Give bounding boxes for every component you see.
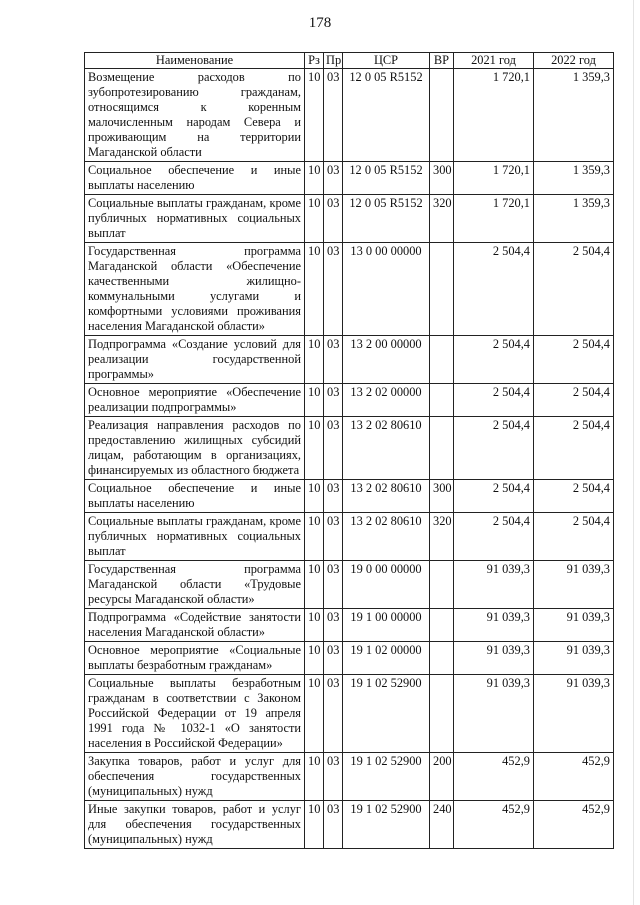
table-row (85, 336, 614, 384)
row-amount-2022: 2 504,4 (534, 417, 614, 480)
row-name: Государственная программа Магаданской области «Трудовые ресурсы Магаданской области» (85, 561, 305, 609)
row-amount-2021: 91 039,3 (454, 675, 534, 753)
row-amount-2021: 2 504,4 (454, 384, 534, 417)
row-csr: 12 0 05 R5152 (343, 195, 430, 243)
row-amount-2021: 91 039,3 (454, 609, 534, 642)
row-pr: 03 (324, 675, 343, 753)
row-vr (430, 417, 454, 480)
row-pr: 03 (324, 162, 343, 195)
row-pr: 03 (324, 69, 343, 162)
row-name: Социальные выплаты гражданам, кроме публичных нормативных социальных выплат (85, 195, 305, 243)
table-row (85, 753, 614, 801)
table-row (85, 642, 614, 675)
row-pr: 03 (324, 609, 343, 642)
row-rz: 10 (305, 513, 324, 561)
table-row (85, 480, 614, 513)
row-name: Социальное обеспечение и иные выплаты населению (85, 162, 305, 195)
row-vr (430, 69, 454, 162)
row-name: Иные закупки товаров, работ и услуг для обеспечения государственных (муниципальных) нужд (85, 801, 305, 849)
row-name: Социальное обеспечение и иные выплаты населению (85, 480, 305, 513)
row-amount-2021: 91 039,3 (454, 642, 534, 675)
page-number: 178 (308, 15, 332, 31)
row-amount-2021: 1 720,1 (454, 162, 534, 195)
row-name: Основное мероприятие «Обеспечение реализации подпрограммы» (85, 384, 305, 417)
row-csr: 13 0 00 00000 (343, 243, 430, 336)
row-rz: 10 (305, 243, 324, 336)
row-vr: 320 (430, 513, 454, 561)
row-amount-2022: 2 504,4 (534, 513, 614, 561)
row-csr: 13 2 02 00000 (343, 384, 430, 417)
table-row (85, 561, 614, 609)
row-amount-2022: 2 504,4 (534, 480, 614, 513)
row-amount-2022: 91 039,3 (534, 675, 614, 753)
row-rz: 10 (305, 195, 324, 243)
row-rz: 10 (305, 561, 324, 609)
row-amount-2021: 1 720,1 (454, 69, 534, 162)
row-name: Основное мероприятие «Социальные выплаты безработным гражданам» (85, 642, 305, 675)
row-name: Закупка товаров, работ и услуг для обеспечения государственных (муниципальных) нужд (85, 753, 305, 801)
row-csr: 12 0 05 R5152 (343, 162, 430, 195)
table-row (85, 675, 614, 753)
row-rz: 10 (305, 69, 324, 162)
row-vr: 240 (430, 801, 454, 849)
row-amount-2022: 91 039,3 (534, 561, 614, 609)
table-row (85, 609, 614, 642)
row-amount-2021: 452,9 (454, 801, 534, 849)
row-vr (430, 675, 454, 753)
row-csr: 19 0 00 00000 (343, 561, 430, 609)
table-row (85, 513, 614, 561)
row-name: Возмещение расходов по зубопротезированию гражданам, относящимся к коренным малочисленным народам Севера и проживающим на территории Магаданской области (85, 69, 305, 162)
row-pr: 03 (324, 195, 343, 243)
row-pr: 03 (324, 561, 343, 609)
row-rz: 10 (305, 609, 324, 642)
table-row (85, 195, 614, 243)
row-amount-2022: 91 039,3 (534, 609, 614, 642)
row-pr: 03 (324, 513, 343, 561)
row-amount-2021: 2 504,4 (454, 480, 534, 513)
row-amount-2021: 2 504,4 (454, 243, 534, 336)
row-amount-2021: 2 504,4 (454, 513, 534, 561)
row-amount-2022: 452,9 (534, 753, 614, 801)
row-pr: 03 (324, 480, 343, 513)
row-name: Социальные выплаты безработным гражданам в соответствии с Законом Российской Федерации от 19 апреля 1991 года № 1032-1 «О занятости населения в Российской Федерации» (85, 675, 305, 753)
row-rz: 10 (305, 162, 324, 195)
row-name: Реализация направления расходов по предоставлению жилищных субсидий лицам, работающим в организациях, финансируемых из областного бюджета (85, 417, 305, 480)
row-name: Подпрограмма «Содействие занятости населения Магаданской области» (85, 609, 305, 642)
header-csr: ЦСР (343, 53, 430, 69)
row-pr: 03 (324, 243, 343, 336)
row-csr: 19 1 02 52900 (343, 675, 430, 753)
row-rz: 10 (305, 801, 324, 849)
row-pr: 03 (324, 384, 343, 417)
row-pr: 03 (324, 336, 343, 384)
row-amount-2022: 1 359,3 (534, 195, 614, 243)
table-header-row (85, 53, 614, 69)
row-vr (430, 336, 454, 384)
row-vr: 300 (430, 480, 454, 513)
row-vr (430, 561, 454, 609)
row-rz: 10 (305, 480, 324, 513)
row-amount-2022: 2 504,4 (534, 336, 614, 384)
row-amount-2021: 91 039,3 (454, 561, 534, 609)
budget-table (84, 52, 614, 849)
row-rz: 10 (305, 753, 324, 801)
scan-edge-line (633, 0, 634, 905)
row-csr: 13 2 02 80610 (343, 417, 430, 480)
header-vr: ВР (430, 53, 454, 69)
row-rz: 10 (305, 642, 324, 675)
row-vr (430, 642, 454, 675)
row-vr (430, 384, 454, 417)
row-rz: 10 (305, 384, 324, 417)
row-name: Социальные выплаты гражданам, кроме публичных нормативных социальных выплат (85, 513, 305, 561)
row-amount-2021: 1 720,1 (454, 195, 534, 243)
row-rz: 10 (305, 675, 324, 753)
row-amount-2022: 452,9 (534, 801, 614, 849)
table-row (85, 417, 614, 480)
header-2021: 2021 год (454, 53, 534, 69)
row-csr: 19 1 02 52900 (343, 753, 430, 801)
row-vr: 300 (430, 162, 454, 195)
row-vr (430, 243, 454, 336)
row-vr (430, 609, 454, 642)
row-name: Государственная программа Магаданской области «Обеспечение качественными жилищно-коммунальными услугами и комфортными условиями проживания населения Магаданской области» (85, 243, 305, 336)
table-row (85, 384, 614, 417)
row-name: Подпрограмма «Создание условий для реализации государственной программы» (85, 336, 305, 384)
row-csr: 12 0 05 R5152 (343, 69, 430, 162)
row-csr: 19 1 02 52900 (343, 801, 430, 849)
row-amount-2022: 2 504,4 (534, 243, 614, 336)
row-csr: 13 2 02 80610 (343, 513, 430, 561)
row-amount-2022: 91 039,3 (534, 642, 614, 675)
table-row (85, 801, 614, 849)
row-amount-2022: 2 504,4 (534, 384, 614, 417)
row-rz: 10 (305, 336, 324, 384)
row-amount-2022: 1 359,3 (534, 162, 614, 195)
row-amount-2021: 2 504,4 (454, 417, 534, 480)
table-row (85, 69, 614, 162)
row-pr: 03 (324, 417, 343, 480)
row-amount-2022: 1 359,3 (534, 69, 614, 162)
table-row (85, 243, 614, 336)
row-rz: 10 (305, 417, 324, 480)
row-amount-2021: 2 504,4 (454, 336, 534, 384)
row-csr: 13 2 02 80610 (343, 480, 430, 513)
row-csr: 19 1 02 00000 (343, 642, 430, 675)
row-pr: 03 (324, 753, 343, 801)
row-csr: 19 1 00 00000 (343, 609, 430, 642)
table-row (85, 162, 614, 195)
header-rz: Рз (305, 53, 324, 69)
row-pr: 03 (324, 642, 343, 675)
row-pr: 03 (324, 801, 343, 849)
row-vr: 200 (430, 753, 454, 801)
row-csr: 13 2 00 00000 (343, 336, 430, 384)
row-vr: 320 (430, 195, 454, 243)
header-pr: Пр (324, 53, 343, 69)
row-amount-2021: 452,9 (454, 753, 534, 801)
header-name: Наименование (85, 53, 305, 69)
header-2022: 2022 год (534, 53, 614, 69)
